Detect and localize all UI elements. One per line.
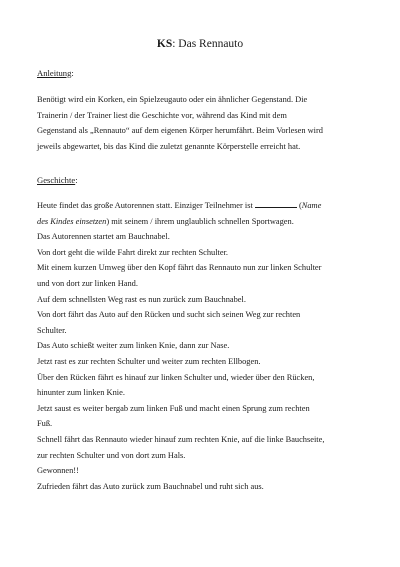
story-intro-italic: des Kindes einsetzen xyxy=(37,216,107,226)
story-intro-line-1 xyxy=(37,198,371,214)
story-intro-paren: ( xyxy=(296,201,302,210)
title-abbreviation: KS xyxy=(156,38,173,50)
story-line: Zufrieden fährt das Auto zurück zum Bauchnabel und ruht sich aus. xyxy=(37,481,264,491)
story-intro-italic: Name xyxy=(301,201,322,210)
story-line: hinunter zum linken Knie. xyxy=(37,388,125,398)
story-line: Schulter. xyxy=(37,325,67,335)
story-intro-text: ) mit seinem / ihrem unglaublich schnellen Sportwagen. xyxy=(106,216,294,226)
story-line: Jetzt rast es zur rechten Schulter und weiter zum rechten Ellbogen. xyxy=(37,356,261,366)
story-line: Das Autorennen startet am Bauchnabel. xyxy=(37,232,170,242)
instructions-heading: Anleitung: xyxy=(37,68,74,78)
story-line: Schnell fährt das Rennauto wieder hinauf zum rechten Knie, auf die linke Bauchseite, xyxy=(37,434,325,444)
story-line: zur rechten Schulter und von dort zum Hals. xyxy=(37,450,186,460)
instructions-line: Benötigt wird ein Korken, ein Spielzeugauto oder ein ähnlicher Gegenstand. Die xyxy=(37,95,308,104)
story-line: Über den Rücken fährt es hinauf zur linken Schulter und, wieder über den Rücken, xyxy=(37,372,315,382)
story-line: Von dort geht die wilde Fahrt direkt zur rechten Schulter. xyxy=(37,247,229,257)
story-line: Auf dem schnellsten Weg rast es nun zurück zum Bauchnabel. xyxy=(37,294,246,304)
story-heading-text: Geschichte xyxy=(37,175,76,185)
story-line: Von dort fährt das Auto auf den Rücken und sucht sich seinen Weg zur rechten xyxy=(37,310,301,320)
story-line: und von dort zur linken Hand. xyxy=(37,278,138,288)
story-intro-text: Heute findet das große Autorennen statt. Einziger Teilnehmer ist xyxy=(37,201,255,210)
story-line: Jetzt saust es weiter bergab zum linken Fuß und macht einen Sprung zum rechten xyxy=(37,403,310,413)
instructions-line: jeweils abgewartet, bis das Kind die zuletzt genannte Körperstelle erreicht hat. xyxy=(37,141,301,151)
story-line: Mit einem kurzen Umweg über den Kopf fährt das Rennauto nun zur linken Schulter xyxy=(37,263,322,273)
story-intro-line-2 xyxy=(37,214,371,230)
story-line: Das Auto schießt weiter zum linken Knie, dann zur Nase. xyxy=(37,341,230,351)
story-line: Fuß. xyxy=(37,419,53,429)
name-blank xyxy=(255,199,297,208)
story-heading: Geschichte: xyxy=(37,175,78,185)
instructions-heading-text: Anleitung xyxy=(37,68,72,78)
instructions-paragraph xyxy=(37,92,371,154)
story-line: Gewonnen!! xyxy=(37,466,79,476)
title-text: : Das Rennauto xyxy=(172,38,244,50)
instructions-line: Trainerin / der Trainer liest die Geschichte vor, während das Kind mit dem xyxy=(37,110,287,120)
instructions-line: Gegenstand als „Rennauto“ auf dem eigenen Körper herumfährt. Beim Vorlesen wird xyxy=(37,126,323,136)
document-title xyxy=(0,37,400,51)
story-paragraph xyxy=(37,198,371,494)
